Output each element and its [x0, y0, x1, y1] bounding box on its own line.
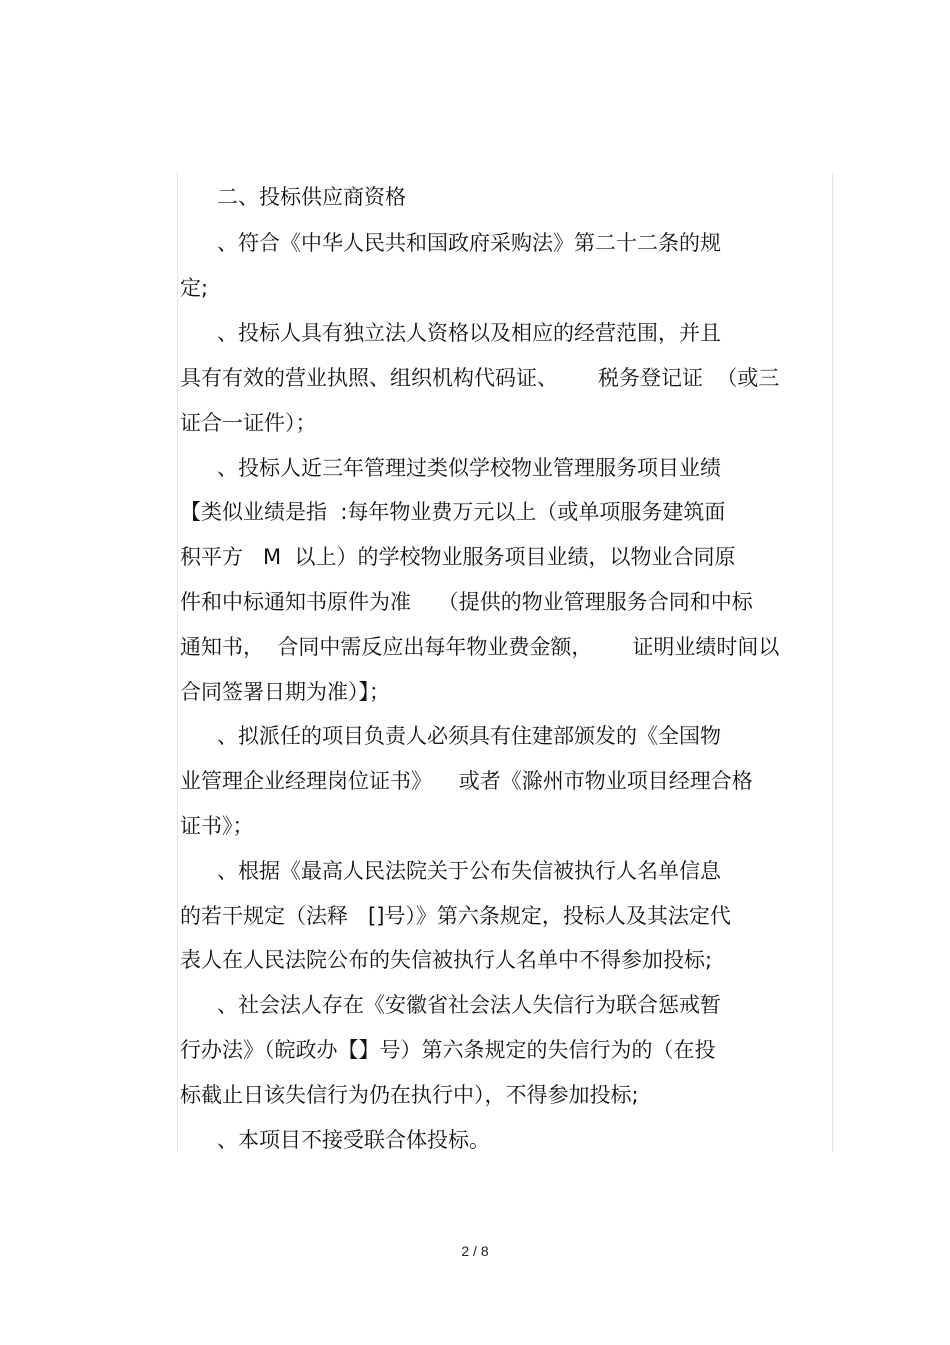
text-line: 、本项目不接受联合体投标。 [217, 1128, 490, 1152]
right-margin-rule [832, 172, 833, 1152]
text-line: 积平方 M 以上）的学校物业服务项目业绩，以物业合同原 [180, 545, 736, 569]
page-number: 2 / 8 [461, 1243, 489, 1259]
text-line: 【类似业绩是指 :每年物业费万元以上（或单项服务建筑面 [180, 500, 726, 524]
text-line: 、社会法人存在《安徽省社会法人失信行为联合惩戒暂 [217, 993, 721, 1017]
text-line: 件和中标通知书原件为准 （提供的物业管理服务合同和中标 [180, 590, 753, 614]
text-line: 、投标人具有独立法人资格以及相应的经营范围，并且 [217, 321, 721, 345]
left-margin-rule [177, 172, 178, 1152]
text-line: 表人在人民法院公布的失信被执行人名单中不得参加投标; [180, 948, 713, 972]
text-line: 、投标人近三年管理过类似学校物业管理服务项目业绩 [217, 456, 721, 480]
text-line: 证书》； [180, 814, 254, 838]
text-line: 定; [180, 276, 209, 300]
section-heading: 二、投标供应商资格 [217, 185, 406, 209]
text-line: 标截止日该失信行为仍在执行中），不得参加投标; [180, 1083, 639, 1107]
text-line: 的若干规定（法释 []号）》第六条规定，投标人及其法定代 [180, 904, 731, 928]
text-line: 具有有效的营业执照、组织机构代码证、 税务登记证 （或三 [180, 366, 780, 390]
text-line: 证合一证件）； [180, 411, 317, 435]
text-line: 、根据《最高人民法院关于公布失信被执行人名单信息 [217, 859, 721, 883]
text-line: 业管理企业经理岗位证书》 或者《滁州市物业项目经理合格 [180, 769, 753, 793]
text-line: 行办法》（皖政办【】号）第六条规定的失信行为的（在投 [180, 1038, 716, 1062]
text-line: 合同签署日期为准）】； [180, 680, 390, 704]
text-line: 、符合《中华人民共和国政府采购法》第二十二条的规 [217, 231, 721, 255]
text-line: 通知书， 合同中需反应出每年物业费金额， 证明业绩时间以 [180, 635, 780, 659]
text-line: 、拟派任的项目负责人必须具有住建部颁发的《全国物 [217, 724, 721, 748]
